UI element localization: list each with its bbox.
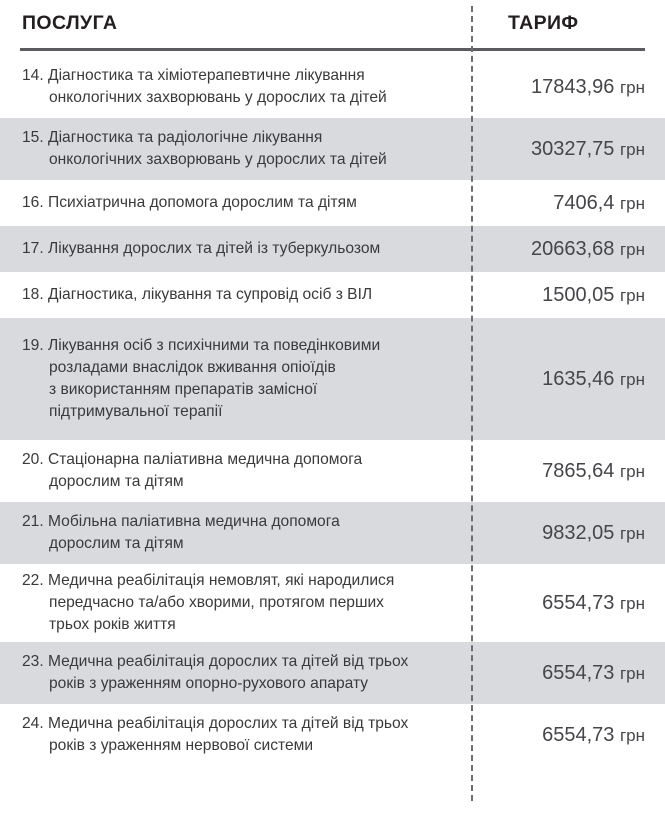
tariff-value: 9832,05 — [542, 522, 615, 544]
column-header-tariff: ТАРИФ — [508, 12, 579, 34]
table-row — [0, 118, 665, 180]
table-row — [0, 56, 665, 118]
tariff-value: 30327,75 — [530, 138, 615, 160]
service-text-line: 15. Діагностика та радіологічне лікування — [22, 128, 323, 146]
table-row — [0, 564, 665, 642]
tariff-value: 7406,4 — [553, 192, 615, 214]
currency-unit: грн — [619, 664, 645, 683]
tariff-cell — [471, 723, 665, 747]
service-text-line: 21. Мобільна паліативна медична допомога — [22, 512, 340, 530]
tariff-cell — [471, 137, 665, 161]
currency-unit: грн — [619, 524, 645, 543]
tariff-cell — [471, 191, 665, 215]
tariff-cell — [471, 459, 665, 483]
tariff-value: 6554,73 — [542, 592, 615, 614]
service-text-line: років з ураженням нервової системи — [49, 737, 314, 754]
service-text-line: трьох років життя — [49, 616, 176, 634]
currency-unit: грн — [619, 286, 645, 305]
service-text-line: 17. Лікування дорослих та дітей із туберкульозом — [22, 239, 381, 257]
table-body — [0, 56, 665, 766]
service-text-line: 24. Медична реабілітація дорослих та дітей від трьох — [22, 714, 409, 732]
tariff-cell — [471, 283, 665, 307]
tariff-value: 20663,68 — [530, 238, 615, 260]
currency-unit: грн — [619, 240, 645, 259]
service-text-line: розладами внаслідок вживання опіоїдів — [49, 358, 336, 376]
service-cell — [20, 127, 471, 171]
currency-unit: грн — [619, 194, 645, 213]
currency-unit: грн — [619, 594, 645, 613]
tariff-cell — [471, 75, 665, 99]
service-cell — [20, 284, 471, 306]
service-text-line: 18. Діагностика, лікування та супровід осіб з ВІЛ — [22, 285, 373, 303]
tariff-cell — [471, 237, 665, 261]
column-divider — [471, 6, 473, 801]
currency-unit: грн — [619, 462, 645, 481]
service-text-line: дорослим та дітям — [49, 535, 184, 552]
column-header-service: ПОСЛУГА — [22, 12, 118, 34]
header-rule — [20, 48, 645, 51]
table-row — [0, 502, 665, 564]
currency-unit: грн — [619, 140, 645, 159]
service-text-line: 20. Стаціонарна паліативна медична допомога — [22, 450, 363, 468]
service-text-line: передчасно та/або хворими, протягом перших — [49, 593, 384, 611]
service-cell — [20, 511, 471, 555]
currency-unit: грн — [619, 78, 645, 97]
service-cell — [20, 449, 471, 493]
service-cell — [20, 651, 471, 695]
tariff-value: 1635,46 — [542, 368, 615, 390]
service-text-line: з використанням препаратів замісної — [49, 381, 318, 398]
tariff-cell — [471, 661, 665, 685]
service-text-line: 23. Медична реабілітація дорослих та дітей від трьох — [22, 652, 409, 670]
tariff-cell — [471, 367, 665, 391]
tariff-value: 1500,05 — [542, 284, 615, 306]
service-text-line: підтримувальної терапії — [49, 403, 223, 421]
tariff-value: 6554,73 — [542, 662, 615, 684]
tariff-cell — [471, 591, 665, 615]
service-cell — [20, 335, 471, 424]
service-text-line: 19. Лікування осіб з психічними та поведінковими — [22, 336, 381, 354]
table-row — [0, 318, 665, 440]
service-cell — [20, 570, 471, 636]
service-text-line: 14. Діагностика та хіміотерапевтичне лікування — [22, 66, 365, 84]
currency-unit: грн — [619, 370, 645, 389]
service-text-line: онкологічних захворювань у дорослих та дітей — [49, 89, 387, 106]
service-text-line: онкологічних захворювань у дорослих та дітей — [49, 151, 387, 168]
table-row — [0, 704, 665, 766]
tariff-value: 6554,73 — [542, 724, 615, 746]
tariff-value: 17843,96 — [530, 76, 615, 98]
service-text-line: 16. Психіатрична допомога дорослим та дітям — [22, 193, 357, 211]
service-cell — [20, 192, 471, 214]
table-row — [0, 226, 665, 272]
service-text-line: 22. Медична реабілітація немовлят, які народилися — [22, 571, 395, 589]
service-cell — [20, 238, 471, 260]
tariff-value: 7865,64 — [542, 460, 615, 482]
service-cell — [20, 65, 471, 109]
service-cell — [20, 713, 471, 757]
table-row — [0, 642, 665, 704]
table-row — [0, 180, 665, 226]
tariff-cell — [471, 521, 665, 545]
service-text-line: років з ураженням опорно-рухового апарату — [49, 675, 369, 692]
service-text-line: дорослим та дітям — [49, 473, 184, 490]
currency-unit: грн — [619, 726, 645, 745]
table-row — [0, 440, 665, 502]
table-row — [0, 272, 665, 318]
